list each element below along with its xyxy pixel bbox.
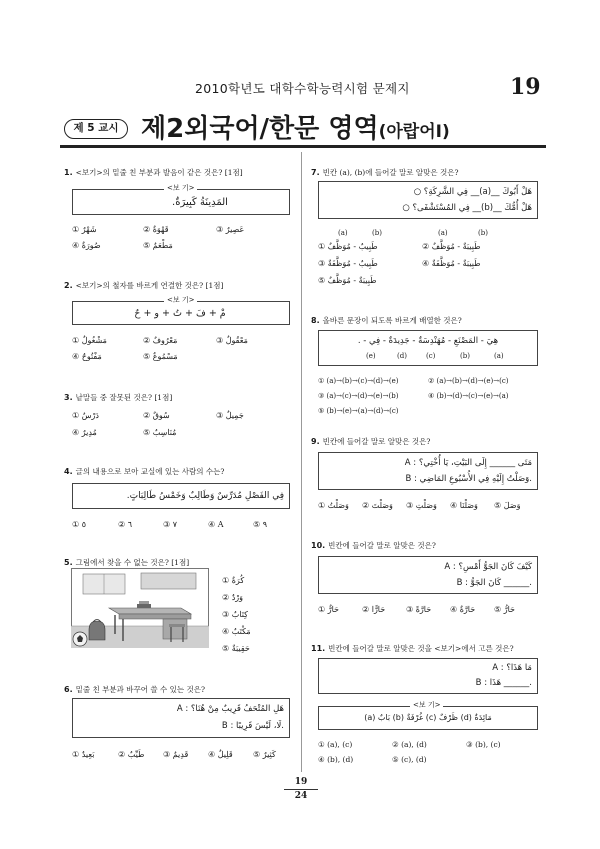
word-label: (b) (460, 352, 470, 360)
bogi-text: (a) بَابٌ (b) غُرْفَةٌ (c) ظَرْفٌ (d) مَائِدَةٌ (364, 713, 492, 722)
subject-main: 제2외국어/한문 영역 (141, 114, 379, 144)
option-2[interactable]: ② وَصَلْتَ (362, 501, 393, 510)
word-label: (c) (426, 352, 436, 360)
bogi-label: <보 기> (164, 295, 197, 305)
question-stem: 8. 올바른 문장이 되도록 바르게 배열한 것은? (311, 316, 462, 325)
option-2[interactable]: ② مَعْرُوفٌ (143, 336, 178, 345)
option-5[interactable]: ⑤ وَصَلَ (494, 501, 521, 510)
classroom-drawing (71, 568, 209, 648)
dialogue-line-b: B : وَصَلْتُ إِلَيْهِ فِي الأُسْبُوعِ المَاضِي. (405, 474, 532, 484)
exam-title: 2010학년도 대학수학능력시험 문제지 (195, 81, 410, 96)
sentence-text: هِيَ - المَصْنَعِ - مُهَنْدِسَةٌ - جَدِيدَةٌ - فِي - . (357, 336, 499, 346)
option-5[interactable]: ⑤ مَطْعَمٌ (143, 241, 173, 250)
question-stem: 10. 빈칸에 들어갈 말로 알맞은 것은? (311, 541, 436, 550)
option-5[interactable]: ⑤ حَارُّ (494, 605, 515, 614)
passage-line-1: هَلْ أَبُوكَ __(a)__ فِي الشَّرِكَةِ؟ ○ (413, 187, 532, 197)
option-3[interactable]: ③ مَعْقُولٌ (216, 336, 248, 345)
period-badge: 제 5 교시 (64, 119, 128, 139)
question-10 (311, 540, 543, 551)
dialogue-line-a: A : كَيْفَ كَانَ الجَوُّ أَمْسِ؟ (444, 562, 532, 572)
option-3[interactable]: ③ وَصَلْتِ (406, 501, 437, 510)
option-1[interactable]: ① ٥ (72, 520, 87, 529)
option-5[interactable]: ⑤ ٩ (253, 520, 268, 529)
question-stem: 6. 밑줄 친 부분과 바꾸어 쓸 수 있는 것은? (64, 685, 205, 694)
dialogue-line-a: A : هَلِ المُتْحَفُ قَرِيبٌ مِنْ هُنَا؟ (176, 704, 284, 714)
col-b-label: (b) (372, 229, 382, 237)
option-1[interactable]: ① طَبِيبٌ - مُوَظَّفٌ (318, 242, 378, 251)
question-stem: 11. 빈칸에 들어갈 말로 알맞은 것을 <보기>에서 고른 것은? (311, 644, 514, 653)
option-2[interactable]: ② طَيِّبٌ (118, 750, 145, 759)
question-8 (311, 315, 543, 326)
word-label: (d) (397, 352, 407, 360)
option-3[interactable]: ③ ٧ (163, 520, 178, 529)
option-1[interactable]: ① مَشْغُولٌ (72, 336, 107, 345)
option-3[interactable]: ③ حَارَّةً (406, 605, 432, 614)
option-1[interactable]: ① حَارٌّ (318, 605, 339, 614)
dialogue-line-a: A : مَتَى ______ إِلَى البَيْتِ، يَا أُخْتِي؟ (404, 458, 532, 468)
option-5[interactable]: ⑤ (c), (d) (392, 755, 427, 764)
dialogue-line-a: A : مَا هَذَا؟ (492, 663, 532, 673)
question-1 (64, 167, 296, 178)
question-stem: 5. 그림에서 찾을 수 없는 것은? [1점] (64, 558, 190, 567)
option-1[interactable]: ① (a)→(b)→(c)→(d)→(e) (318, 377, 399, 385)
question-5 (64, 557, 296, 568)
subject-sub: (아랍어Ⅰ) (378, 122, 450, 142)
option-1[interactable]: ① دَرْسٌ (72, 411, 99, 420)
option-3[interactable]: ③ قَدِيمٌ (163, 750, 189, 759)
question-stem: 1. <보기>의 밑줄 친 부분과 발음이 같은 것은? [1점] (64, 168, 243, 177)
question-11 (311, 643, 543, 654)
question-9 (311, 436, 543, 447)
passage-text: فِي الفَصْلِ مُدَرِّسٌ وَطَالِبٌ وَخَمْسُ طَالِبَاتٍ. (126, 491, 284, 501)
option-4[interactable]: ④ مَفْتُوحٌ (72, 352, 102, 361)
option-1[interactable]: ① كُرَةٌ (222, 576, 245, 585)
page-header (0, 74, 600, 104)
option-2[interactable]: ② قَهْوَةٌ (143, 225, 169, 234)
footer-page: 19 (294, 777, 308, 787)
option-2[interactable]: ② طَبِيبَةٌ - مُوَظَّفٌ (422, 242, 481, 251)
option-3[interactable]: ③ (a)→(c)→(d)→(e)→(b) (318, 392, 399, 400)
option-5[interactable]: ⑤ كَثِيرٌ (253, 750, 276, 759)
question-stem: 7. 빈칸 (a), (b)에 들어갈 말로 알맞은 것은? (311, 168, 459, 177)
col-a-label: (a) (338, 229, 348, 237)
option-2[interactable]: ② سُوقٌ (143, 411, 170, 420)
option-1[interactable]: ① شَهْرٌ (72, 225, 97, 234)
header-rule (60, 145, 546, 148)
option-4[interactable]: ④ صُورَةٌ (72, 241, 101, 250)
bogi-label: <보 기> (410, 700, 443, 710)
option-4[interactable]: ④ مَكْتَبٌ (222, 627, 251, 636)
option-3[interactable]: ③ (b), (c) (466, 740, 501, 749)
bogi-text: مْ + فَ + تُ + و + حٌ (134, 308, 226, 319)
option-5[interactable]: ⑤ (b)→(e)→(a)→(d)→(c) (318, 407, 399, 415)
question-stem: 3. 낱말들 중 잘못된 것은? [1점] (64, 393, 173, 402)
option-2[interactable]: ② وَرْدٌ (222, 593, 244, 602)
option-4[interactable]: ④ وَصَلْنَا (450, 501, 478, 510)
classroom-illustration (71, 568, 209, 648)
dialogue-line-b: B : هَذَا ______. (475, 678, 532, 688)
option-4[interactable]: ④ طَبِيبَةٌ - مُوَظَّفَةٌ (422, 259, 481, 268)
col-a-label: (a) (438, 229, 448, 237)
dialogue-line-b: B : كَانَ الجَوُّ ______. (456, 578, 532, 588)
col-b-label: (b) (478, 229, 488, 237)
passage-line-2: هَلْ أُمُّكَ __(b)__ فِي المُسْتَشْفَى؟ ○ (402, 203, 532, 213)
question-stem: 9. 빈칸에 들어갈 말로 알맞은 것은? (311, 437, 431, 446)
option-3[interactable]: ③ كِتَابٌ (222, 610, 248, 619)
option-1[interactable]: ① وَصَلْتُ (318, 501, 349, 510)
column-divider (301, 152, 302, 772)
footer-total: 24 (294, 791, 308, 801)
option-1[interactable]: ① بَعِيدٌ (72, 750, 95, 759)
option-3[interactable]: ③ طَبِيبٌ - مُوَظَّفَةٌ (318, 259, 378, 268)
option-5[interactable]: ⑤ مُنَاسِبٌ (143, 428, 177, 437)
question-6 (64, 684, 296, 695)
footer-divider (284, 789, 318, 790)
question-stem: 2. <보기>의 철자를 바르게 연결한 것은? [1점] (64, 281, 224, 290)
option-2[interactable]: ② (a)→(b)→(d)→(e)→(c) (428, 377, 509, 385)
option-4[interactable]: ④ (b), (d) (318, 755, 354, 764)
option-5[interactable]: ⑤ حَقِيبَةٌ (222, 644, 250, 653)
page-number: 19 (510, 74, 541, 100)
option-4[interactable]: ④ (b)→(d)→(c)→(e)→(a) (428, 392, 509, 400)
option-5[interactable]: ⑤ مَسْمُوعٌ (143, 352, 178, 361)
question-3 (64, 392, 296, 403)
option-4[interactable]: ④ مُدِيرٌ (72, 428, 97, 437)
dialogue-line-b: B : لَا، لَيْسَ قَرِيبًا. (221, 721, 284, 731)
bogi-text: المَدِينَةُ كَبِيرَةٌ. (172, 197, 228, 208)
question-4 (64, 466, 296, 477)
option-2[interactable]: ② ٦ (118, 520, 133, 529)
option-4[interactable]: ④ حَارَّةٌ (450, 605, 476, 614)
option-2[interactable]: ② (a), (d) (392, 740, 427, 749)
question-stem: 4. 글의 내용으로 보아 교실에 있는 사람의 수는? (64, 467, 225, 476)
option-4[interactable]: ④ قَلِيلٌ (208, 750, 233, 759)
word-label: (e) (366, 352, 376, 360)
option-3[interactable]: ③ جَمِيلٌ (216, 411, 244, 420)
option-5[interactable]: ⑤ طَبِيبَةٌ - مُوَظَّفٌ (318, 276, 377, 285)
question-7 (311, 167, 543, 178)
question-2 (64, 280, 296, 291)
word-label: (a) (494, 352, 504, 360)
subject-title (141, 108, 450, 145)
option-1[interactable]: ① (a), (c) (318, 740, 353, 749)
option-3[interactable]: ③ عَصِيرٌ (216, 225, 245, 234)
bogi-label: <보 기> (164, 183, 197, 193)
option-2[interactable]: ② حَارًّا (362, 605, 386, 614)
option-4[interactable]: ④ A (208, 520, 224, 529)
